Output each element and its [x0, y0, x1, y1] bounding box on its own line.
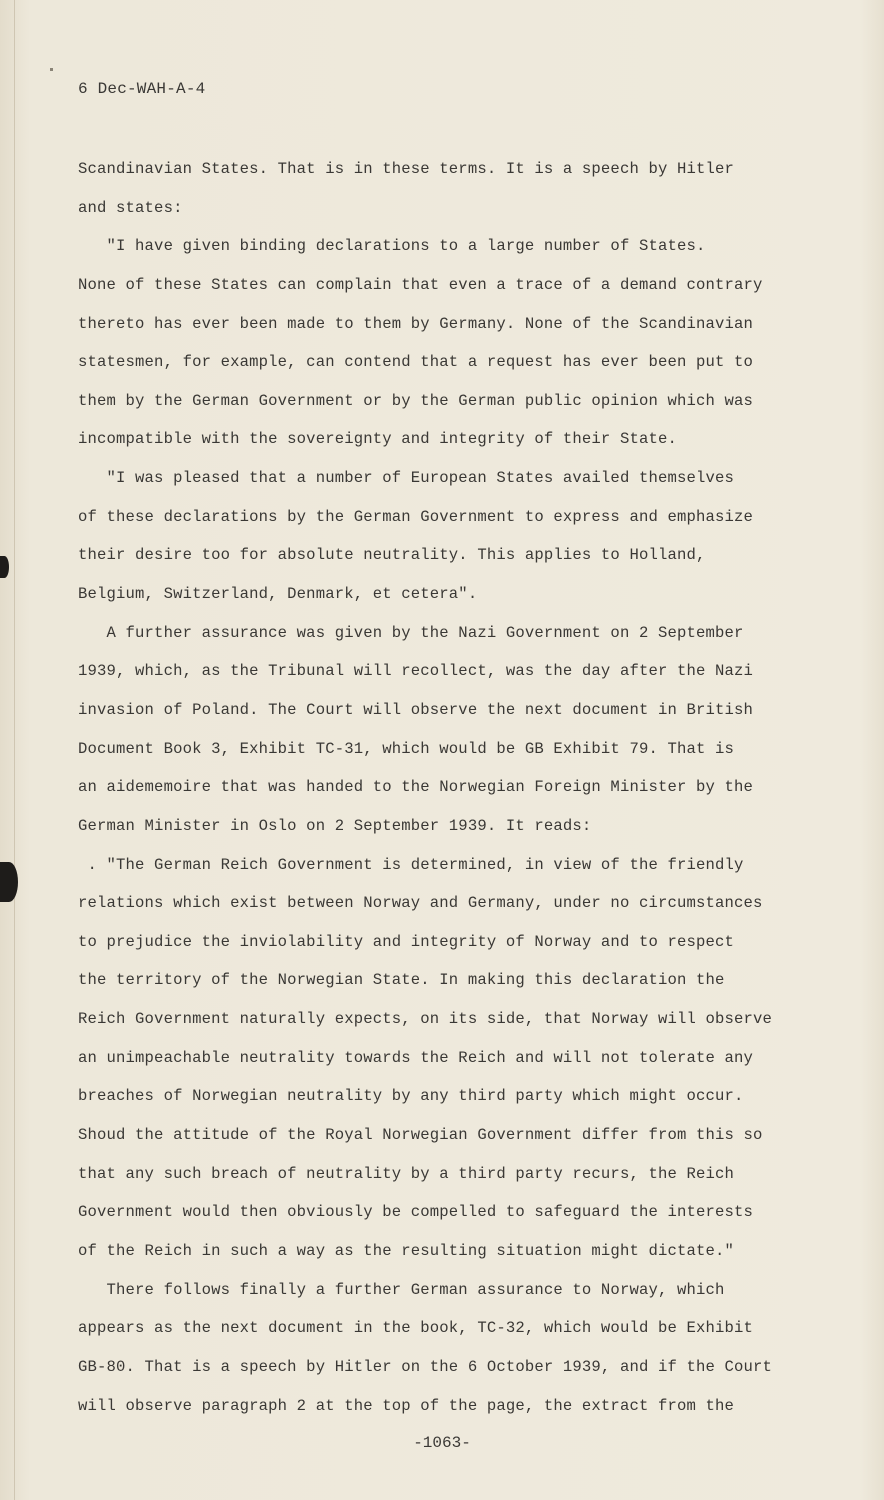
text-line: appears as the next document in the book, TC-32, which would be Exhibit — [78, 1319, 754, 1338]
text-line: the territory of the Norwegian State. In making this declaration the — [78, 971, 725, 990]
text-line: There follows finally a further German assurance to Norway, which — [78, 1280, 725, 1299]
text-line: "I was pleased that a number of European States availed themselves — [78, 469, 735, 488]
text-line: of the Reich in such a way as the resulting situation might dictate." — [78, 1241, 735, 1260]
text-line: 1939, which, as the Tribunal will recollect, was the day after the Nazi — [78, 662, 754, 681]
text-line: Shoud the attitude of the Royal Norwegian Government differ from this so — [78, 1126, 763, 1145]
text-line: to prejudice the inviolability and integrity of Norway and to respect — [78, 932, 735, 951]
speck — [50, 68, 53, 71]
text-line: "I have given binding declarations to a large number of States. — [78, 237, 706, 256]
text-line: A further assurance was given by the Nazi Government on 2 September — [78, 623, 744, 642]
page-number: -1063- — [413, 1434, 471, 1452]
text-line: relations which exist between Norway and Germany, under no circumstances — [78, 894, 763, 913]
text-line: Government would then obviously be compelled to safeguard the interests — [78, 1203, 754, 1222]
binding-edge — [0, 0, 15, 1500]
text-line: Reich Government naturally expects, on its side, that Norway will observe — [78, 1010, 773, 1029]
transcript-body — [78, 154, 798, 1429]
text-line: GB-80. That is a speech by Hitler on the 6 October 1939, and if the Court — [78, 1357, 773, 1376]
text-line: their desire too for absolute neutrality. This applies to Holland, — [78, 546, 706, 565]
text-line: and states: — [78, 198, 183, 217]
text-line: of these declarations by the German Government to express and emphasize — [78, 507, 754, 526]
text-line: an aidememoire that was handed to the Norwegian Foreign Minister by the — [78, 778, 754, 797]
text-line: None of these States can complain that even a trace of a demand contrary — [78, 275, 763, 294]
text-line: Belgium, Switzerland, Denmark, et cetera". — [78, 585, 478, 604]
punch-hole — [0, 862, 18, 902]
text-line: Scandinavian States. That is in these terms. It is a speech by Hitler — [78, 160, 735, 178]
text-line: statesmen, for example, can contend that a request has ever been put to — [78, 353, 754, 372]
text-line: that any such breach of neutrality by a third party recurs, the Reich — [78, 1164, 735, 1183]
text-line: breaches of Norwegian neutrality by any third party which might occur. — [78, 1087, 744, 1106]
text-line: . "The German Reich Government is determined, in view of the friendly — [78, 855, 744, 874]
text-line: will observe paragraph 2 at the top of the page, the extract from the — [78, 1396, 735, 1415]
text-line: thereto has ever been made to them by Germany. None of the Scandinavian — [78, 314, 754, 333]
text-line: incompatible with the sovereignty and integrity of their State. — [78, 430, 677, 449]
page-reference: 6 Dec-WAH-A-4 — [78, 80, 206, 98]
text-line: an unimpeachable neutrality towards the Reich and will not tolerate any — [78, 1048, 754, 1067]
text-line: them by the German Government or by the German public opinion which was — [78, 391, 754, 410]
text-line: German Minister in Oslo on 2 September 1939. It reads: — [78, 816, 592, 835]
text-line: invasion of Poland. The Court will observe the next document in British — [78, 700, 754, 719]
text-line: Document Book 3, Exhibit TC-31, which would be GB Exhibit 79. That is — [78, 739, 735, 758]
punch-hole — [0, 556, 9, 578]
